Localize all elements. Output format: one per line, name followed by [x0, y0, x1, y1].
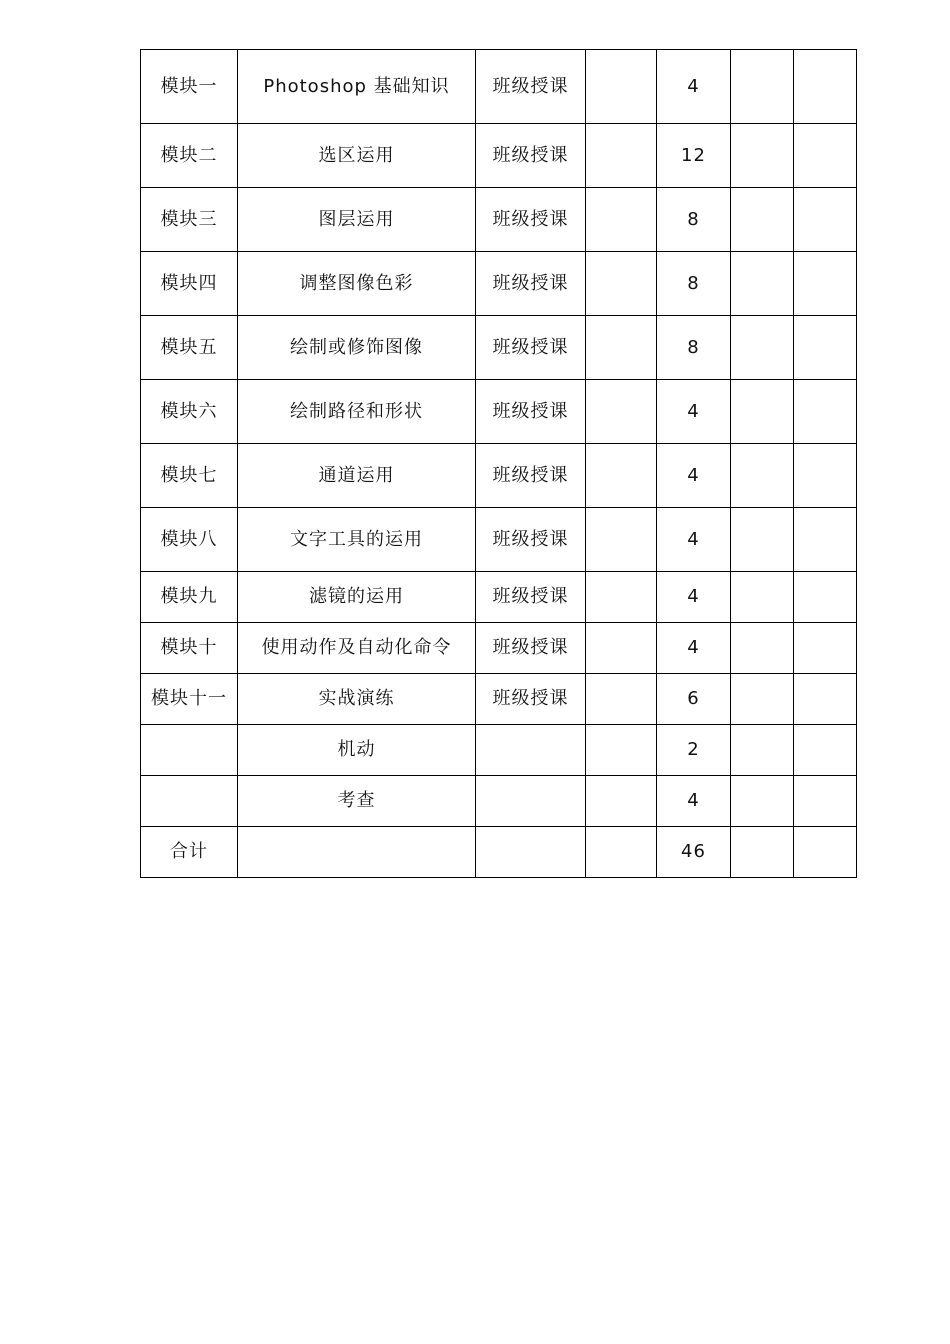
table-row	[141, 124, 857, 188]
module-cell: 模块十	[141, 623, 238, 674]
empty-cell	[586, 252, 657, 316]
table-row	[141, 623, 857, 674]
hours-cell: 8	[657, 316, 731, 380]
empty-cell	[586, 725, 657, 776]
empty-cell	[586, 50, 657, 124]
content-cell: 文字工具的运用	[238, 508, 476, 572]
empty-cell	[586, 508, 657, 572]
hours-cell: 2	[657, 725, 731, 776]
hours-cell: 8	[657, 252, 731, 316]
method-cell: 班级授课	[476, 252, 586, 316]
table-row-total	[141, 827, 857, 878]
hours-cell: 4	[657, 380, 731, 444]
empty-cell	[586, 572, 657, 623]
content-cell: 选区运用	[238, 124, 476, 188]
method-cell: 班级授课	[476, 316, 586, 380]
empty-cell	[586, 827, 657, 878]
content-cell: 图层运用	[238, 188, 476, 252]
table-row	[141, 380, 857, 444]
module-cell: 模块四	[141, 252, 238, 316]
table-row	[141, 572, 857, 623]
method-cell: 班级授课	[476, 444, 586, 508]
module-cell: 模块三	[141, 188, 238, 252]
empty-cell	[794, 316, 857, 380]
empty-cell	[794, 776, 857, 827]
empty-cell	[794, 725, 857, 776]
empty-cell	[731, 776, 794, 827]
empty-cell	[731, 252, 794, 316]
module-cell	[141, 725, 238, 776]
empty-cell	[794, 444, 857, 508]
hours-cell: 4	[657, 623, 731, 674]
method-cell: 班级授课	[476, 50, 586, 124]
method-cell	[476, 827, 586, 878]
empty-cell	[794, 827, 857, 878]
hours-cell: 4	[657, 508, 731, 572]
empty-cell	[794, 508, 857, 572]
table-row	[141, 508, 857, 572]
empty-cell	[731, 623, 794, 674]
module-cell: 模块二	[141, 124, 238, 188]
hours-cell: 4	[657, 444, 731, 508]
empty-cell	[794, 380, 857, 444]
course-schedule-table	[140, 49, 857, 878]
empty-cell	[731, 508, 794, 572]
empty-cell	[794, 188, 857, 252]
table-row	[141, 674, 857, 725]
empty-cell	[731, 572, 794, 623]
total-label-cell: 合计	[141, 827, 238, 878]
content-cell: 通道运用	[238, 444, 476, 508]
empty-cell	[731, 188, 794, 252]
empty-cell	[731, 827, 794, 878]
method-cell: 班级授课	[476, 623, 586, 674]
empty-cell	[794, 674, 857, 725]
content-cell	[238, 827, 476, 878]
method-cell	[476, 776, 586, 827]
method-cell: 班级授课	[476, 124, 586, 188]
hours-cell: 4	[657, 50, 731, 124]
content-cell: 使用动作及自动化命令	[238, 623, 476, 674]
content-cell: 绘制路径和形状	[238, 380, 476, 444]
hours-cell: 4	[657, 572, 731, 623]
method-cell: 班级授课	[476, 572, 586, 623]
hours-cell: 12	[657, 124, 731, 188]
empty-cell	[731, 50, 794, 124]
empty-cell	[794, 572, 857, 623]
method-cell: 班级授课	[476, 674, 586, 725]
empty-cell	[586, 380, 657, 444]
table-row	[141, 725, 857, 776]
hours-cell: 4	[657, 776, 731, 827]
empty-cell	[794, 252, 857, 316]
empty-cell	[586, 316, 657, 380]
empty-cell	[731, 316, 794, 380]
module-cell	[141, 776, 238, 827]
empty-cell	[586, 674, 657, 725]
method-cell: 班级授课	[476, 508, 586, 572]
module-cell: 模块一	[141, 50, 238, 124]
module-cell: 模块七	[141, 444, 238, 508]
hours-cell: 8	[657, 188, 731, 252]
empty-cell	[731, 444, 794, 508]
module-cell: 模块五	[141, 316, 238, 380]
table-row	[141, 50, 857, 124]
module-cell: 模块八	[141, 508, 238, 572]
empty-cell	[794, 50, 857, 124]
module-cell: 模块九	[141, 572, 238, 623]
empty-cell	[586, 124, 657, 188]
method-cell	[476, 725, 586, 776]
hours-cell: 6	[657, 674, 731, 725]
method-cell: 班级授课	[476, 188, 586, 252]
empty-cell	[586, 444, 657, 508]
content-cell: Photoshop 基础知识	[238, 50, 476, 124]
empty-cell	[586, 776, 657, 827]
empty-cell	[731, 674, 794, 725]
total-hours-cell: 46	[657, 827, 731, 878]
table-row	[141, 444, 857, 508]
content-cell: 滤镜的运用	[238, 572, 476, 623]
content-cell: 实战演练	[238, 674, 476, 725]
empty-cell	[731, 380, 794, 444]
content-cell: 绘制或修饰图像	[238, 316, 476, 380]
empty-cell	[586, 188, 657, 252]
module-cell: 模块十一	[141, 674, 238, 725]
empty-cell	[731, 124, 794, 188]
content-cell: 考查	[238, 776, 476, 827]
empty-cell	[731, 725, 794, 776]
empty-cell	[794, 124, 857, 188]
method-cell: 班级授课	[476, 380, 586, 444]
table-row	[141, 252, 857, 316]
empty-cell	[794, 623, 857, 674]
table-row	[141, 316, 857, 380]
empty-cell	[586, 623, 657, 674]
table-row	[141, 776, 857, 827]
module-cell: 模块六	[141, 380, 238, 444]
content-cell: 机动	[238, 725, 476, 776]
table-row	[141, 188, 857, 252]
content-cell: 调整图像色彩	[238, 252, 476, 316]
